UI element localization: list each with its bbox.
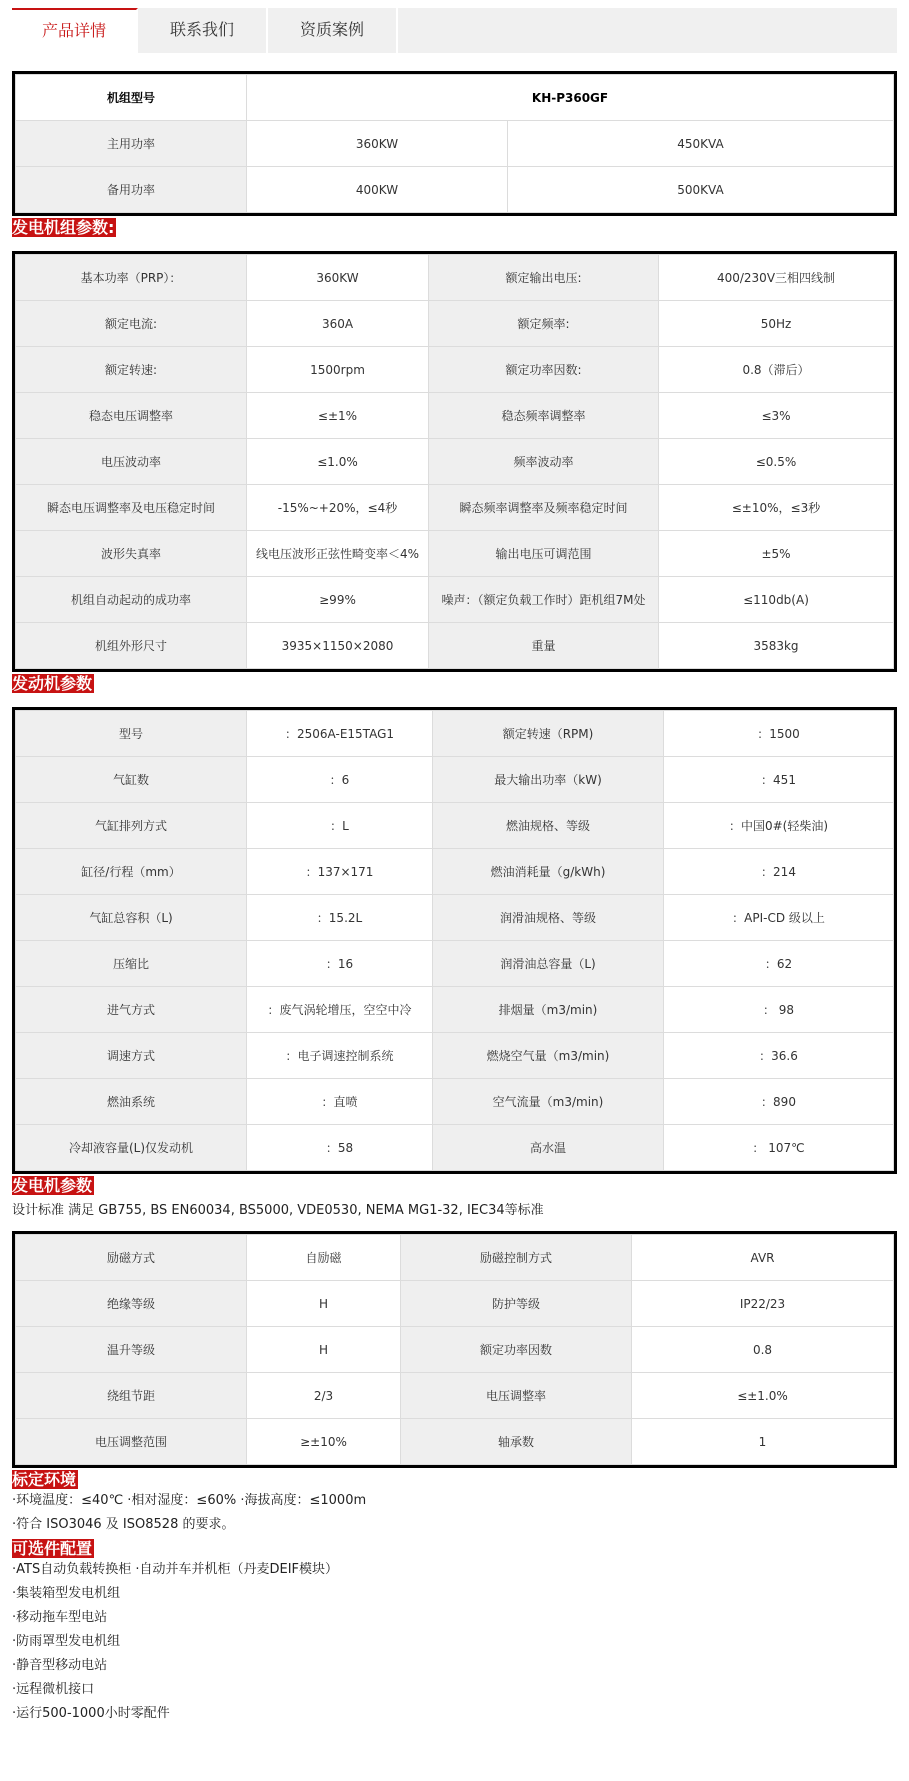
list-item: ·移动拖车型电站 — [12, 1610, 108, 1625]
param-value: ：API-CD 级以上 — [664, 895, 894, 941]
param-value: ：废气涡轮增压，空空中冷 — [247, 987, 433, 1033]
section-title-engine-params: 发动机参数 — [12, 674, 93, 693]
param-value: ≤±10%，≤3秒 — [659, 485, 894, 531]
param-label: 稳态频率调整率 — [429, 393, 659, 439]
tab-contact-us[interactable]: 联系我们 — [138, 8, 268, 53]
param-value: IP22/23 — [632, 1281, 894, 1327]
list-item: ·集装箱型发电机组 — [12, 1586, 121, 1601]
table-row — [16, 577, 894, 623]
param-label: 输出电压可调范围 — [429, 531, 659, 577]
param-label: 最大输出功率（kW) — [433, 757, 664, 803]
tab-bar — [12, 8, 897, 53]
param-value: ：2506A-E15TAG1 — [247, 711, 433, 757]
table-row — [16, 393, 894, 439]
list-item: ·防雨罩型发电机组 — [12, 1634, 121, 1649]
table-cell: KH-P360GF — [247, 75, 894, 121]
param-label: 冷却液容量(L)仅发动机 — [16, 1125, 247, 1171]
table-row — [16, 895, 894, 941]
param-label: 燃油系统 — [16, 1079, 247, 1125]
param-label: 基本功率（PRP）： — [16, 255, 247, 301]
param-label: 额定转速（RPM) — [433, 711, 664, 757]
param-label: 额定频率: — [429, 301, 659, 347]
table-cell: 主用功率 — [16, 121, 247, 167]
table-row — [16, 167, 894, 213]
table-row — [16, 987, 894, 1033]
param-label: 波形失真率 — [16, 531, 247, 577]
param-value: ： 98 — [664, 987, 894, 1033]
param-value: ：15.2L — [247, 895, 433, 941]
param-value: ：L — [247, 803, 433, 849]
param-label: 额定功率因数: — [429, 347, 659, 393]
table-row — [16, 301, 894, 347]
param-value: ≤0.5% — [659, 439, 894, 485]
param-label: 轴承数 — [401, 1419, 632, 1465]
optional-config-list — [12, 1558, 897, 1726]
param-label: 润滑油规格、等级 — [433, 895, 664, 941]
table-cell: 机组型号 — [16, 75, 247, 121]
table-cell: 备用功率 — [16, 167, 247, 213]
param-value: ：137×171 — [247, 849, 433, 895]
table-row — [16, 485, 894, 531]
param-value: ：890 — [664, 1079, 894, 1125]
param-label: 压缩比 — [16, 941, 247, 987]
table-row — [16, 1235, 894, 1281]
param-value: 线电压波形正弦性畸变率＜4% — [247, 531, 429, 577]
table-cell: 360KW — [247, 121, 508, 167]
param-label: 稳态电压调整率 — [16, 393, 247, 439]
param-value: 3583kg — [659, 623, 894, 669]
table-row — [16, 1281, 894, 1327]
param-label: 电压调整率 — [401, 1373, 632, 1419]
param-value: 2/3 — [247, 1373, 401, 1419]
param-label: 排烟量（m3/min) — [433, 987, 664, 1033]
table-row — [16, 623, 894, 669]
table-cell: 400KW — [247, 167, 508, 213]
param-value: 0.8 — [632, 1327, 894, 1373]
list-item: ·远程微机接口 — [12, 1682, 95, 1697]
table-row — [16, 75, 894, 121]
param-value: ：16 — [247, 941, 433, 987]
engine-params-table — [12, 707, 897, 1174]
param-label: 调速方式 — [16, 1033, 247, 1079]
product-detail-page — [0, 8, 909, 1781]
param-value: ±5% — [659, 531, 894, 577]
param-value: ：36.6 — [664, 1033, 894, 1079]
param-label: 气缸排列方式 — [16, 803, 247, 849]
section-title-optional-config: 可选件配置 — [12, 1539, 93, 1558]
tab-product-detail[interactable]: 产品详情 — [12, 8, 138, 53]
param-label: 防护等级 — [401, 1281, 632, 1327]
param-value: ：6 — [247, 757, 433, 803]
param-label: 电压调整范围 — [16, 1419, 247, 1465]
param-label: 高水温 — [433, 1125, 664, 1171]
param-label: 燃油规格、等级 — [433, 803, 664, 849]
param-value: H — [247, 1281, 401, 1327]
param-value: 360A — [247, 301, 429, 347]
param-label: 噪声：（额定负载工作时）距机组7M处 — [429, 577, 659, 623]
param-label: 温升等级 — [16, 1327, 247, 1373]
param-label: 气缸数 — [16, 757, 247, 803]
table-body — [16, 1235, 894, 1465]
model-table — [12, 71, 897, 216]
param-label: 瞬态频率调整率及频率稳定时间 — [429, 485, 659, 531]
param-value: 400/230V三相四线制 — [659, 255, 894, 301]
param-label: 绝缘等级 — [16, 1281, 247, 1327]
table-row — [16, 121, 894, 167]
table-row — [16, 941, 894, 987]
param-label: 型号 — [16, 711, 247, 757]
param-label: 进气方式 — [16, 987, 247, 1033]
param-label: 频率波动率 — [429, 439, 659, 485]
param-label: 机组外形尺寸 — [16, 623, 247, 669]
param-value: 3935×1150×2080 — [247, 623, 429, 669]
table-row — [16, 803, 894, 849]
section-title-rated-environment: 标定环境 — [12, 1470, 77, 1489]
param-value: H — [247, 1327, 401, 1373]
param-value: ≤1.0% — [247, 439, 429, 485]
param-value: ：62 — [664, 941, 894, 987]
param-label: 燃烧空气量（m3/min) — [433, 1033, 664, 1079]
list-item: ·ATS自动负载转换柜 ·自动并车并机柜（丹麦DEIF模块） — [12, 1562, 339, 1577]
rated-environment-list — [12, 1489, 897, 1537]
param-label: 瞬态电压调整率及电压稳定时间 — [16, 485, 247, 531]
param-value: ：中国0#(轻柴油) — [664, 803, 894, 849]
genset-params-table — [12, 251, 897, 672]
param-value: -15%~+20%，≤4秒 — [247, 485, 429, 531]
param-label: 绕组节距 — [16, 1373, 247, 1419]
param-value: 50Hz — [659, 301, 894, 347]
table-row — [16, 1327, 894, 1373]
table-row — [16, 531, 894, 577]
alternator-params-table — [12, 1231, 897, 1468]
table-row — [16, 439, 894, 485]
param-label: 励磁方式 — [16, 1235, 247, 1281]
param-label: 额定输出电压: — [429, 255, 659, 301]
table-body — [16, 711, 894, 1171]
param-value: ：58 — [247, 1125, 433, 1171]
list-item: ·符合 ISO3046 及 ISO8528 的要求。 — [12, 1517, 235, 1532]
param-value: ：214 — [664, 849, 894, 895]
param-label: 缸径/行程（mm） — [16, 849, 247, 895]
param-value: ≤110db(A) — [659, 577, 894, 623]
param-value: ≤3% — [659, 393, 894, 439]
table-row — [16, 1033, 894, 1079]
list-item: ·环境温度：≤40℃ ·相对湿度：≤60% ·海拔高度：≤1000m — [12, 1493, 367, 1508]
table-row — [16, 711, 894, 757]
list-item: ·运行500-1000小时零配件 — [12, 1706, 170, 1721]
table-row — [16, 757, 894, 803]
param-value: ： 107℃ — [664, 1125, 894, 1171]
param-label: 额定电流: — [16, 301, 247, 347]
table-row — [16, 1419, 894, 1465]
param-value: ：直喷 — [247, 1079, 433, 1125]
param-value: 0.8（滞后） — [659, 347, 894, 393]
table-cell: 450KVA — [508, 121, 894, 167]
param-value: ：451 — [664, 757, 894, 803]
param-value: ≤±1.0% — [632, 1373, 894, 1419]
param-label: 润滑油总容量（L) — [433, 941, 664, 987]
design-standard-text: 设计标准 满足 GB755, BS EN60034, BS5000, VDE0530, NEMA MG1-32, IEC34等标准 — [12, 1203, 544, 1218]
section-title-genset-params: 发电机组参数: — [12, 218, 115, 237]
table-row — [16, 849, 894, 895]
tab-qualification-cases[interactable]: 资质案例 — [268, 8, 398, 53]
param-value: ≥99% — [247, 577, 429, 623]
section-title-alternator-params: 发电机参数 — [12, 1176, 93, 1195]
param-value: ：1500 — [664, 711, 894, 757]
table-cell: 500KVA — [508, 167, 894, 213]
table-row — [16, 1079, 894, 1125]
param-value: ≥±10% — [247, 1419, 401, 1465]
param-label: 重量 — [429, 623, 659, 669]
param-value: 1 — [632, 1419, 894, 1465]
table-row — [16, 255, 894, 301]
param-label: 空气流量（m3/min) — [433, 1079, 664, 1125]
param-label: 机组自动起动的成功率 — [16, 577, 247, 623]
table-body — [16, 255, 894, 669]
param-label: 燃油消耗量（g/kWh) — [433, 849, 664, 895]
param-value: ：电子调速控制系统 — [247, 1033, 433, 1079]
param-label: 电压波动率 — [16, 439, 247, 485]
table-row — [16, 347, 894, 393]
param-value: ≤±1% — [247, 393, 429, 439]
param-label: 额定功率因数 — [401, 1327, 632, 1373]
table-row — [16, 1125, 894, 1171]
param-label: 额定转速: — [16, 347, 247, 393]
param-value: 自励磁 — [247, 1235, 401, 1281]
param-value: 360KW — [247, 255, 429, 301]
param-value: 1500rpm — [247, 347, 429, 393]
param-label: 气缸总容积（L) — [16, 895, 247, 941]
param-value: AVR — [632, 1235, 894, 1281]
table-row — [16, 1373, 894, 1419]
list-item: ·静音型移动电站 — [12, 1658, 108, 1673]
param-label: 励磁控制方式 — [401, 1235, 632, 1281]
